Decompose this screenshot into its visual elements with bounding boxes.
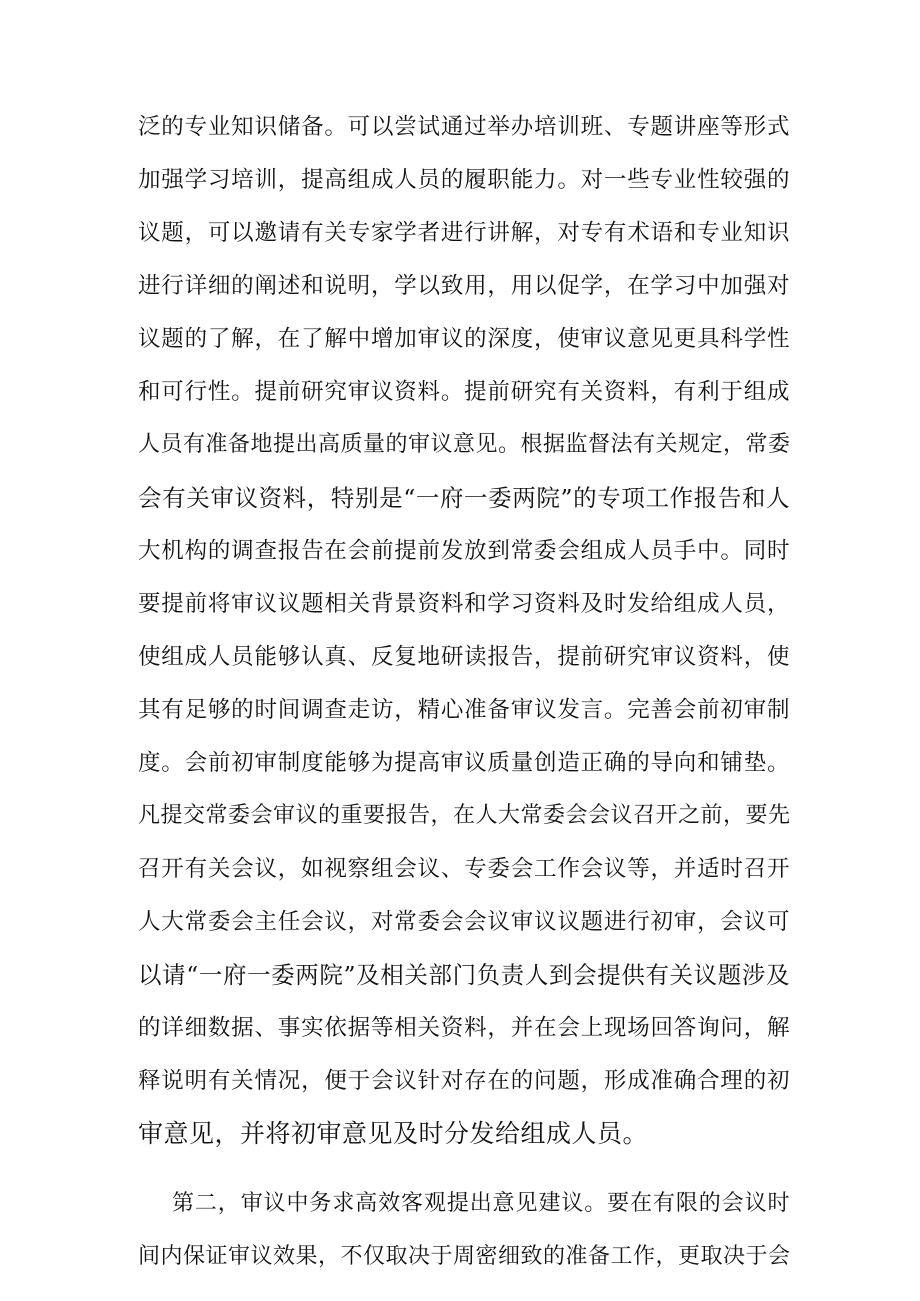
text-line: 第二，审议中务求高效客观提出意见建议。要在有限的会议时 xyxy=(172,1191,790,1216)
text-line: 使组成人员能够认真、反复地研读报告，提前研究审议资料，使 xyxy=(138,644,790,670)
text-line: 召开有关会议，如视察组会议、专委会工作会议等，并适时召开 xyxy=(138,856,790,882)
text-line: 其有足够的时间调查走访，精心准备审议发言。完善会前初审制 xyxy=(138,697,790,723)
text-line: 泛的专业知识储备。可以尝试通过举办培训班、专题讲座等形式 xyxy=(138,114,790,140)
text-line: 进行详细的阐述和说明，学以致用，用以促学，在学习中加强对 xyxy=(138,273,790,299)
text-line: 人大常委会主任会议，对常委会会议审议议题进行初审，会议可 xyxy=(138,909,790,935)
text-line: 以请“一府一委两院”及相关部门负责人到会提供有关议题涉及 xyxy=(138,961,790,989)
text-line: 加强学习培训，提高组成人员的履职能力。对一些专业性较强的 xyxy=(138,167,790,193)
text-line: 议题的了解，在了解中增加审议的深度，使审议意见更具科学性 xyxy=(138,326,790,352)
text-line: 人员有准备地提出高质量的审议意见。根据监督法有关规定，常委 xyxy=(138,432,791,457)
text-line: 议题，可以邀请有关专家学者进行讲解，对专有术语和专业知识 xyxy=(138,220,790,246)
text-line: 释说明有关情况，便于会议针对存在的问题，形成准确合理的初 xyxy=(138,1068,790,1094)
text-line: 凡提交常委会审议的重要报告，在人大常委会会议召开之前，要先 xyxy=(138,803,791,828)
text-line: 和可行性。提前研究审议资料。提前研究有关资料，有利于组成 xyxy=(138,379,790,405)
text-line: 度。会前初审制度能够为提高审议质量创造正确的导向和铺垫。 xyxy=(138,750,790,776)
text-line: 审意见，并将初审意见及时分发给组成人员。 xyxy=(138,1119,649,1148)
text-line: 间内保证审议效果，不仅取决于周密细致的准备工作，更取决于会 xyxy=(138,1244,791,1269)
text-line: 要提前将审议议题相关背景资料和学习资料及时发给组成人员， xyxy=(138,591,790,617)
text-line: 的详细数据、事实依据等相关资料，并在会上现场回答询问，解 xyxy=(138,1015,790,1041)
text-line: 大机构的调查报告在会前提前发放到常委会组成人员手中。同时 xyxy=(138,538,790,564)
text-line: 会有关审议资料，特别是“一府一委两院”的专项工作报告和人 xyxy=(138,484,790,512)
